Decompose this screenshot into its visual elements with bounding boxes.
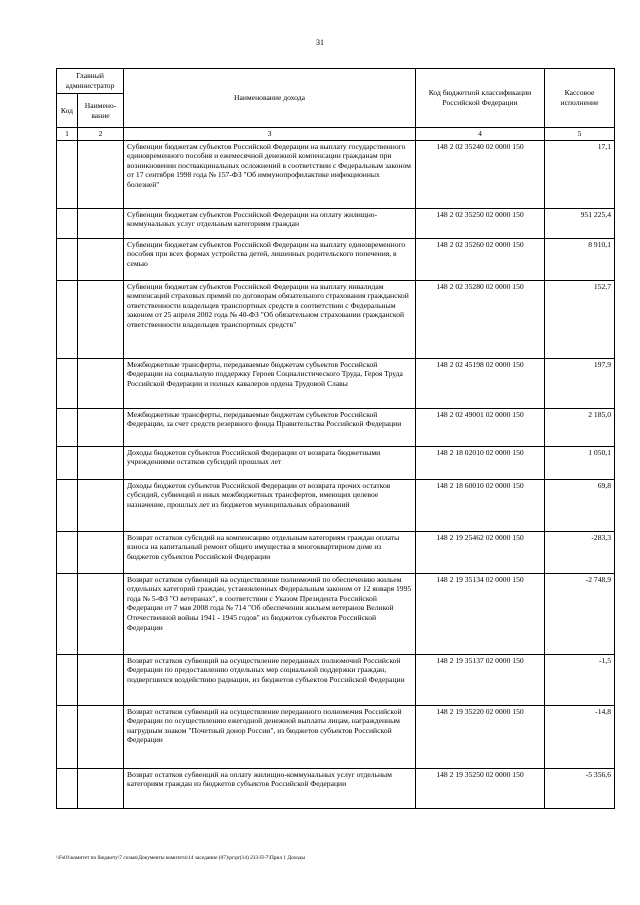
cell-amount: 1 050,1 [545,446,615,479]
header-budget-code: Код бюджетной классификации Российской Федерации [416,69,545,128]
cell-income-name: Субвенции бюджетам субъектов Российской Федерации на выплату инвалидам компенсаций страховых премий по договорам обязательного страхования гражданской ответственности владельцев транспортных средств в соответствии с Федеральным законом от 25 апреля 2002 года № 40-ФЗ "Об обязательном страховании гражданской ответственности владельцев транспортных средств" [124,280,416,358]
cell-income-name: Доходы бюджетов субъектов Российской Федерации от возврата бюджетными учреждениями остатков субсидий прошлых лет [124,446,416,479]
cell-code [57,238,78,280]
cell-amount: -5 356,6 [545,768,615,808]
cell-budget-code: 148 2 02 35250 02 0000 150 [416,208,545,238]
cell-name-short [78,768,124,808]
cell-amount: 197,9 [545,358,615,408]
cell-code [57,208,78,238]
cell-name-short [78,358,124,408]
cell-budget-code: 148 2 02 35260 02 0000 150 [416,238,545,280]
cell-income-name: Возврат остатков субвенций на осуществление переданных полномочий Российской Федерации по предоставлению отдельных мер социальной поддержки граждан, подвергшихся воздействию радиации, из бюджетов субъектов Российской Федерации [124,654,416,705]
column-number: 4 [416,128,545,141]
cell-code [57,768,78,808]
cell-name-short [78,140,124,208]
cell-budget-code: 148 2 19 35137 02 0000 150 [416,654,545,705]
table-row [57,531,615,573]
cell-code [57,140,78,208]
cell-code [57,531,78,573]
cell-amount: 152,7 [545,280,615,358]
cell-budget-code: 148 2 18 02010 02 0000 150 [416,446,545,479]
cell-name-short [78,408,124,446]
cell-budget-code: 148 2 02 45198 02 0000 150 [416,358,545,408]
cell-amount: 69,8 [545,479,615,531]
cell-code [57,280,78,358]
cell-code [57,408,78,446]
cell-code [57,654,78,705]
cell-name-short [78,573,124,654]
cell-income-name: Субвенции бюджетам субъектов Российской Федерации на оплату жилищно-коммунальных услуг отдельным категориям граждан [124,208,416,238]
footer-file-path: \\Fs01\комитет по бюджету\7 созыв\Документы комитета\14 заседание (07)\pr\pr(14) 233-П-7\Прил 1 Доходы [56,855,306,861]
cell-income-name: Возврат остатков субвенций на оплату жилищно-коммунальных услуг отдельным категориям граждан из бюджетов субъектов Российской Федерации [124,768,416,808]
cell-name-short [78,654,124,705]
header-income-name: Наименование дохода [124,69,416,128]
cell-budget-code: 148 2 18 60010 02 0000 150 [416,479,545,531]
cell-budget-code: 148 2 19 35220 02 0000 150 [416,705,545,768]
cell-amount: -1,5 [545,654,615,705]
table-row [57,280,615,358]
cell-budget-code: 148 2 02 49001 02 0000 150 [416,408,545,446]
cell-code [57,358,78,408]
table-row [57,654,615,705]
cell-name-short [78,531,124,573]
cell-amount: -283,3 [545,531,615,573]
cell-income-name: Доходы бюджетов субъектов Российской Федерации от возврата прочих остатков субсидий, субвенций и иных межбюджетных трансфертов, имеющих целевое назначение, прошлых лет из бюджетов муниципальных образований [124,479,416,531]
cell-income-name: Межбюджетные трансферты, передаваемые бюджетам субъектов Российской Федерации на социальную поддержку Героев Социалистического Труда, Героя Труда Российской Федерации и полных кавалеров ордена Трудовой Славы [124,358,416,408]
cell-code [57,479,78,531]
table-row [57,768,615,808]
cell-budget-code: 148 2 02 35240 02 0000 150 [416,140,545,208]
cell-amount: 951 225,4 [545,208,615,238]
cell-code [57,446,78,479]
table-row [57,705,615,768]
column-number: 3 [124,128,416,141]
cell-name-short [78,479,124,531]
table-row [57,238,615,280]
cell-name-short [78,280,124,358]
cell-income-name: Субвенции бюджетам субъектов Российской Федерации на выплату государственного единовременного пособия и ежемесячной денежной компенсации гражданам при возникновении поствакцинальных осложнений в соответствии с Федеральным законом от 17 сентября 1998 года № 157-ФЗ "Об иммунопрофилактике инфекционных болезней" [124,140,416,208]
column-number: 5 [545,128,615,141]
cell-code [57,705,78,768]
cell-income-name: Возврат остатков субвенций на осуществление переданного полномочия Российской Федерации по осуществлению ежегодной денежной выплаты лицам, награжденным нагрудным знаком "Почетный донор России", из бюджетов субъектов Российской Федерации [124,705,416,768]
cell-amount: -14,8 [545,705,615,768]
cell-income-name: Возврат остатков субсидий на компенсацию отдельным категориям граждан оплаты взноса на капитальный ремонт общего имущества в многоквартирном доме из бюджетов субъектов Российской Федерации [124,531,416,573]
cell-name-short [78,238,124,280]
header-admin: Главный администратор [57,69,124,94]
column-number: 2 [78,128,124,141]
income-table [56,68,615,809]
cell-name-short [78,208,124,238]
page-number: 31 [316,38,324,47]
cell-name-short [78,446,124,479]
table-row [57,573,615,654]
cell-budget-code: 148 2 02 35280 02 0000 150 [416,280,545,358]
header-cash: Кассовое исполнение [545,69,615,128]
cell-name-short [78,705,124,768]
table-row [57,408,615,446]
table-row [57,446,615,479]
cell-code [57,573,78,654]
cell-budget-code: 148 2 19 35250 02 0000 150 [416,768,545,808]
header-code: Код [57,94,78,128]
table-row [57,208,615,238]
table-row [57,140,615,208]
table-row [57,479,615,531]
cell-amount: -2 748,9 [545,573,615,654]
cell-amount: 2 185,0 [545,408,615,446]
cell-budget-code: 148 2 19 35134 02 0000 150 [416,573,545,654]
cell-amount: 8 910,1 [545,238,615,280]
header-name-short: Наимено- вание [78,94,124,128]
column-number: 1 [57,128,78,141]
table-row [57,358,615,408]
cell-amount: 17,1 [545,140,615,208]
cell-income-name: Субвенции бюджетам субъектов Российской Федерации на выплату единовременного пособия при всех формах устройства детей, лишенных родительского попечения, в семью [124,238,416,280]
cell-income-name: Межбюджетные трансферты, передаваемые бюджетам субъектов Российской Федерации, за счет средств резервного фонда Правительства Российской Федерации [124,408,416,446]
cell-budget-code: 148 2 19 25462 02 0000 150 [416,531,545,573]
cell-income-name: Возврат остатков субвенций на осуществление полномочий по обеспечению жильем отдельных категорий граждан, установленных Федеральным законом от 12 января 1995 года № 5-ФЗ "О ветеранах", в соответствии с Указом Президента Российской Федерации от 7 мая 2008 года № 714 "Об обеспечении жильем ветеранов Великой Отечественной войны 1941 - 1945 годов" из бюджетов субъектов Российской Федерации [124,573,416,654]
